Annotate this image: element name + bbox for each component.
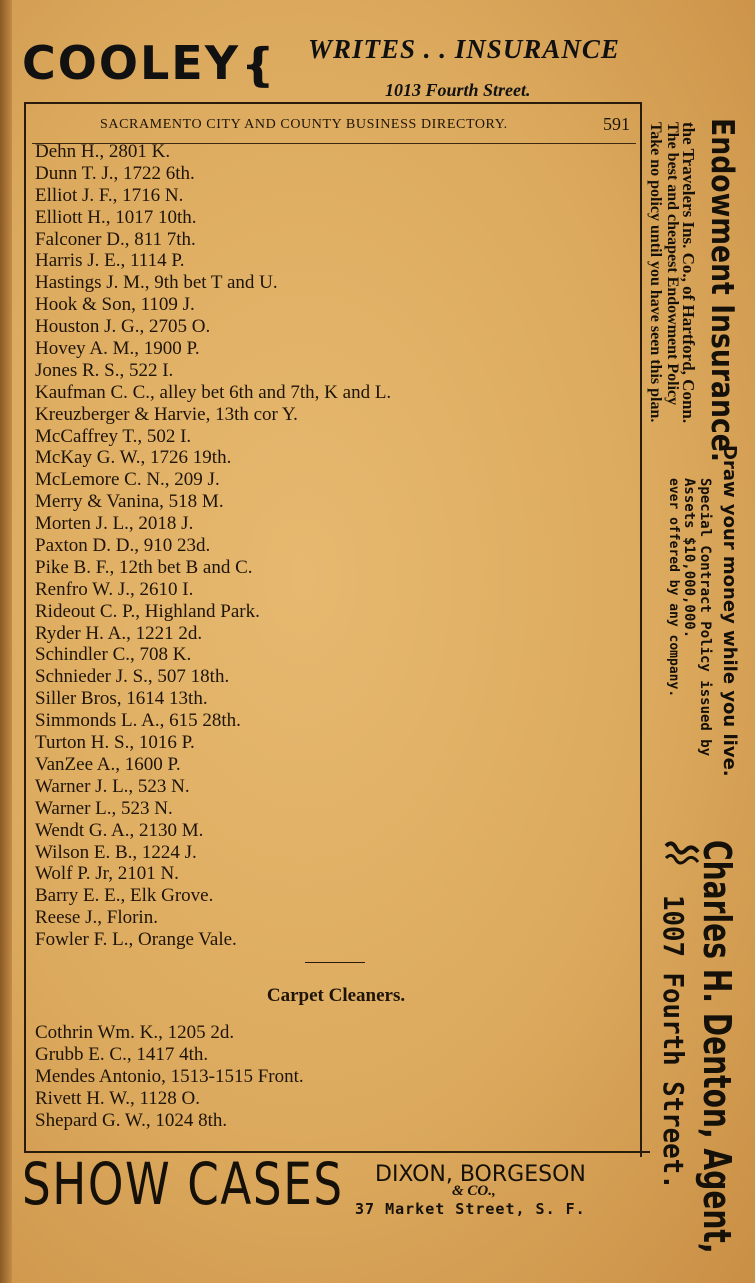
list-item: Wilson E. B., 1224 J.	[35, 841, 197, 863]
list-item: Warner L., 523 N.	[35, 797, 173, 819]
side-ad-line: The best and cheapest Endowment Policy	[664, 122, 681, 406]
side-ad-title: Endowment Insurance.	[704, 118, 740, 462]
list-item: Schindler C., 708 K.	[35, 644, 192, 666]
list-item: McKay G. W., 1726 19th.	[35, 447, 232, 469]
side-ad-special: Special Contract Policy issued by	[697, 478, 713, 757]
list-item: Warner J. L., 523 N.	[35, 775, 190, 797]
running-head: SACRAMENTO CITY AND COUNTY BUSINESS DIRECTORY.	[100, 117, 508, 132]
list-item: Kreuzberger & Harvie, 13th cor Y.	[35, 403, 298, 425]
list-item: Rivett H. W., 1128 O.	[35, 1087, 201, 1109]
side-ad-line: the Travelers Ins. Co., of Hartford, Conn.	[679, 122, 698, 424]
side-ad-agent: Charles H. Denton, Agent,	[695, 840, 739, 1254]
bottom-ad-headline: SHOW CASES	[22, 1150, 344, 1218]
carpet-cleaners-list	[35, 1022, 304, 1131]
list-item: Paxton D. D., 910 23d.	[35, 535, 211, 557]
list-item: Hovey A. M., 1900 P.	[35, 338, 200, 360]
list-item: Harris J. E., 1114 P.	[35, 250, 185, 272]
list-item: Elliot J. F., 1716 N.	[35, 184, 184, 206]
list-item: Renfro W. J., 2610 I.	[35, 578, 194, 600]
list-item: Grubb E. C., 1417 4th.	[35, 1043, 209, 1065]
list-item: McLemore C. N., 209 J.	[35, 469, 220, 491]
directory-list	[35, 141, 391, 951]
bottom-ad-firm: DIXON, BORGESON	[375, 1162, 586, 1187]
top-ad-name: COOLEY	[22, 36, 241, 90]
list-item: Ryder H. A., 1221 2d.	[35, 622, 203, 644]
frame-top-rule	[24, 102, 642, 104]
list-item: Wolf P. Jr, 2101 N.	[35, 863, 179, 885]
page-number: 591	[603, 114, 630, 134]
list-item: Pike B. F., 12th bet B and C.	[35, 556, 253, 578]
top-ad-tagline: WRITES . . INSURANCE	[308, 34, 620, 64]
side-ad-agent-address: 1007 Fourth Street.	[657, 895, 690, 1190]
section-divider	[305, 962, 365, 963]
list-item: Morten J. L., 2018 J.	[35, 513, 194, 535]
side-ad-special: ever offered by any company.	[666, 478, 681, 698]
list-item: Falconer D., 811 7th.	[35, 228, 196, 250]
list-item: Merry & Vanina, 518 M.	[35, 491, 224, 513]
list-item: Elliott H., 1017 10th.	[35, 206, 197, 228]
list-item: Hastings J. M., 9th bet T and U.	[35, 272, 278, 294]
bottom-ad-address: 37 Market Street, S. F.	[355, 1200, 586, 1218]
list-item: Shepard G. W., 1024 8th.	[35, 1109, 228, 1131]
list-item: Rideout C. P., Highland Park.	[35, 600, 260, 622]
side-ad-slogan: Draw your money while you live.	[719, 445, 740, 777]
top-ad-address: 1013 Fourth Street.	[385, 80, 531, 100]
section-heading: Carpet Cleaners.	[266, 985, 406, 1006]
page-binding-edge	[0, 0, 12, 1283]
list-item: Fowler F. L., Orange Vale.	[35, 929, 237, 951]
list-item: Turton H. S., 1016 P.	[35, 732, 195, 754]
list-item: Cothrin Wm. K., 1205 2d.	[35, 1022, 235, 1043]
list-item: VanZee A., 1600 P.	[35, 753, 181, 775]
list-item: Wendt G. A., 2130 M.	[35, 819, 204, 841]
list-item: Jones R. S., 522 I.	[35, 359, 174, 381]
list-item: McCaffrey T., 502 I.	[35, 425, 192, 447]
list-item: Kaufman C. C., alley bet 6th and 7th, K and L.	[35, 381, 392, 403]
list-item: Barry E. E., Elk Grove.	[35, 885, 214, 907]
list-item: Schnieder J. S., 507 18th.	[35, 666, 230, 688]
top-ad-ornament: ❴	[240, 40, 277, 91]
list-item: Houston J. G., 2705 O.	[35, 316, 211, 338]
list-item: Dunn T. J., 1722 6th.	[35, 162, 195, 184]
side-ad-special: Assets $10,000,000.	[681, 478, 697, 639]
list-item: Mendes Antonio, 1513-1515 Front.	[35, 1065, 304, 1087]
bottom-ad-co: & CO.,	[452, 1183, 496, 1199]
list-item: Dehn H., 2801 K.	[35, 141, 171, 162]
list-item: Reese J., Florin.	[35, 907, 158, 929]
list-item: Hook & Son, 1109 J.	[35, 294, 195, 316]
side-ad-line: Take no policy until you have seen this plan.	[647, 122, 664, 423]
list-item: Simmonds L. A., 615 28th.	[35, 710, 241, 732]
list-item: Siller Bros, 1614 13th.	[35, 688, 208, 710]
